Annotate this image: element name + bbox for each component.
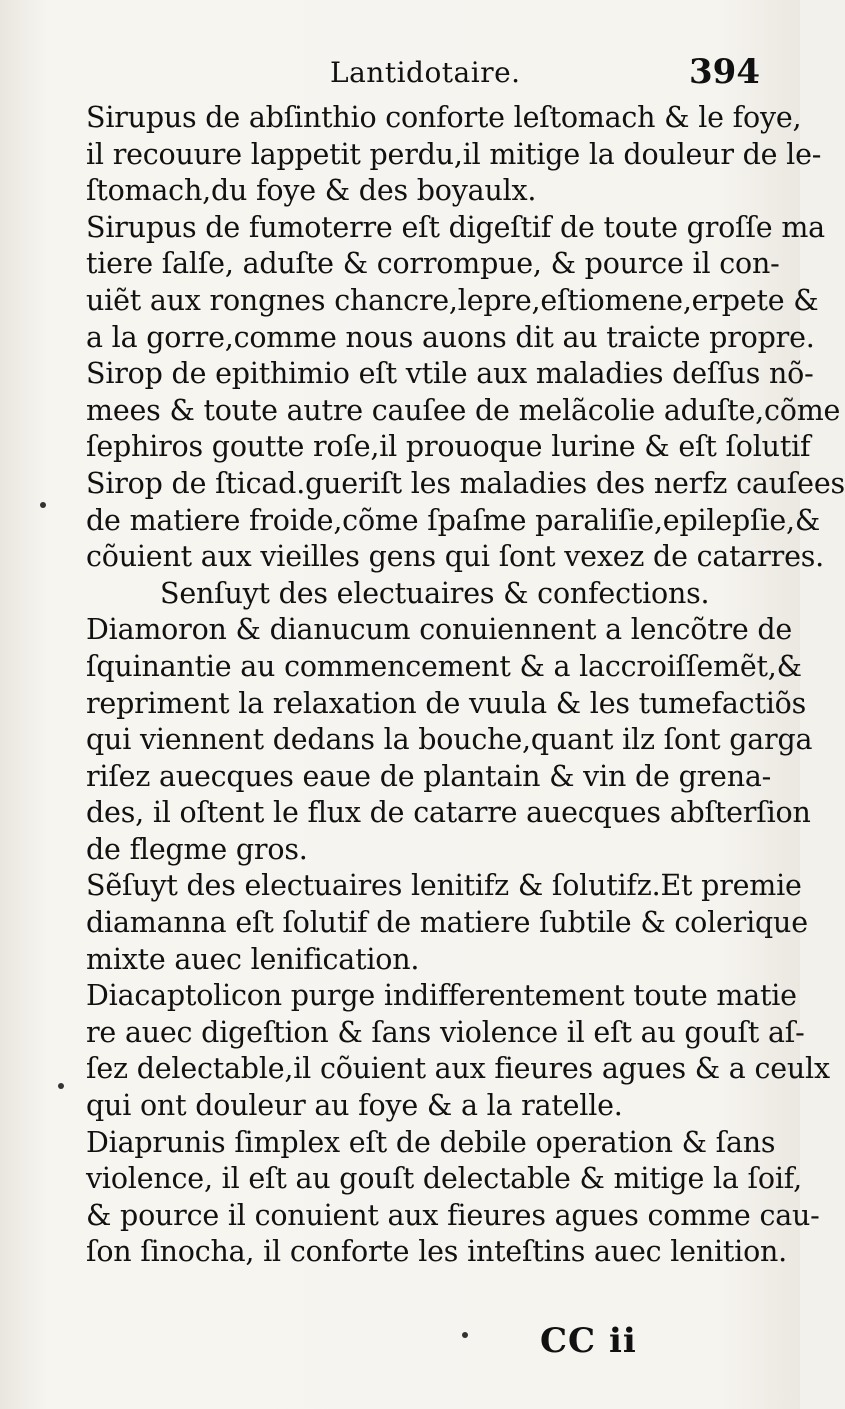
text-line: repriment la relaxation de vuula & les tumefactiõs (86, 686, 806, 720)
margin-dot-mark (40, 502, 46, 508)
text-line: Sirop de ſticad.gueriſt les maladies des nerfz cauſees (86, 466, 845, 500)
body-text (86, 100, 845, 1271)
text-line: des, il oſtent le flux de catarre auecques abſterſion (86, 796, 811, 830)
text-line: ſon ſinocha, il conforte les inteſtins auec lenition. (86, 1235, 788, 1269)
text-line: ſez delectable,il cõuient aux fieures agues & a ceulx (86, 1052, 830, 1086)
text-line: qui ont douleur au foye & a la ratelle. (86, 1089, 623, 1123)
margin-dot-mark (58, 1083, 64, 1089)
page-number: 394 (689, 52, 760, 92)
text-line: Sẽſuyt des electuaires lenitifz & ſolutifz.Et premie (86, 869, 802, 903)
text-line: diamanna eſt ſolutif de matiere ſubtile & colerique (86, 906, 808, 940)
running-head: Lantidotaire. (330, 56, 521, 89)
text-line: de matiere froide,cõme ſpaſme paraliſie,epilepſie,& (86, 503, 821, 537)
text-line: Sirupus de abſinthio conforte leſtomach & le foye, (86, 101, 802, 134)
text-line: riſez auecques eaue de plantain & vin de grena- (86, 759, 772, 793)
text-line: Sirupus de fumoterre eſt digeſtif de toute groſſe ma (86, 210, 825, 244)
margin-dot-mark (462, 1332, 468, 1338)
page-header (80, 52, 760, 100)
text-line: de flegme gros. (86, 832, 308, 866)
text-line: uiẽt aux rongnes chancre,lepre,eſtiomene,erpete & (86, 283, 819, 317)
text-line: mixte auec lenification. (86, 942, 420, 976)
text-line: re auec digeſtion & ſans violence il eſt au gouſt aſ- (86, 1015, 805, 1049)
text-line: & pource il conuient aux fieures agues comme cau- (86, 1198, 820, 1232)
text-line: Diacaptolicon purge indifferentement toute matie (86, 979, 797, 1013)
text-line: Diamoron & dianucum conuiennent a lencõtre de (86, 613, 793, 647)
text-line: ſtomach,du foye & des boyaulx. (86, 174, 537, 208)
text-line: qui viennent dedans la bouche,quant ilz ſont garga (86, 723, 813, 757)
text-line: tiere ſalſe, aduſte & corrompue, & pource il con- (86, 247, 780, 281)
text-line: Sirop de epithimio eſt vtile aux maladies deſſus nõ- (86, 357, 814, 391)
text-line: il recouure lappetit perdu,il mitige la douleur de le- (86, 137, 822, 171)
signature-mark: CC ii (540, 1321, 637, 1361)
text-line: Diaprunis ſimplex eſt de debile operation & ſans (86, 1125, 776, 1159)
text-line: ſephiros goutte roſe,il prouoque lurine & eſt ſolutif (86, 430, 811, 464)
text-line: violence, il eſt au gouſt delectable & mitige la ſoif, (86, 1162, 802, 1196)
text-line: cõuient aux vieilles gens qui ſont vexez de catarres. (86, 540, 825, 574)
text-line: ſquinantie au commencement & a laccroiſſemẽt,& (86, 649, 802, 683)
text-line: mees & toute autre cauſee de melãcolie aduſte,cõme (86, 393, 841, 427)
text-line: a la gorre,comme nous auons dit au traicte propre. (86, 320, 815, 354)
section-heading: Senſuyt des electuaires & confections. (160, 576, 710, 610)
